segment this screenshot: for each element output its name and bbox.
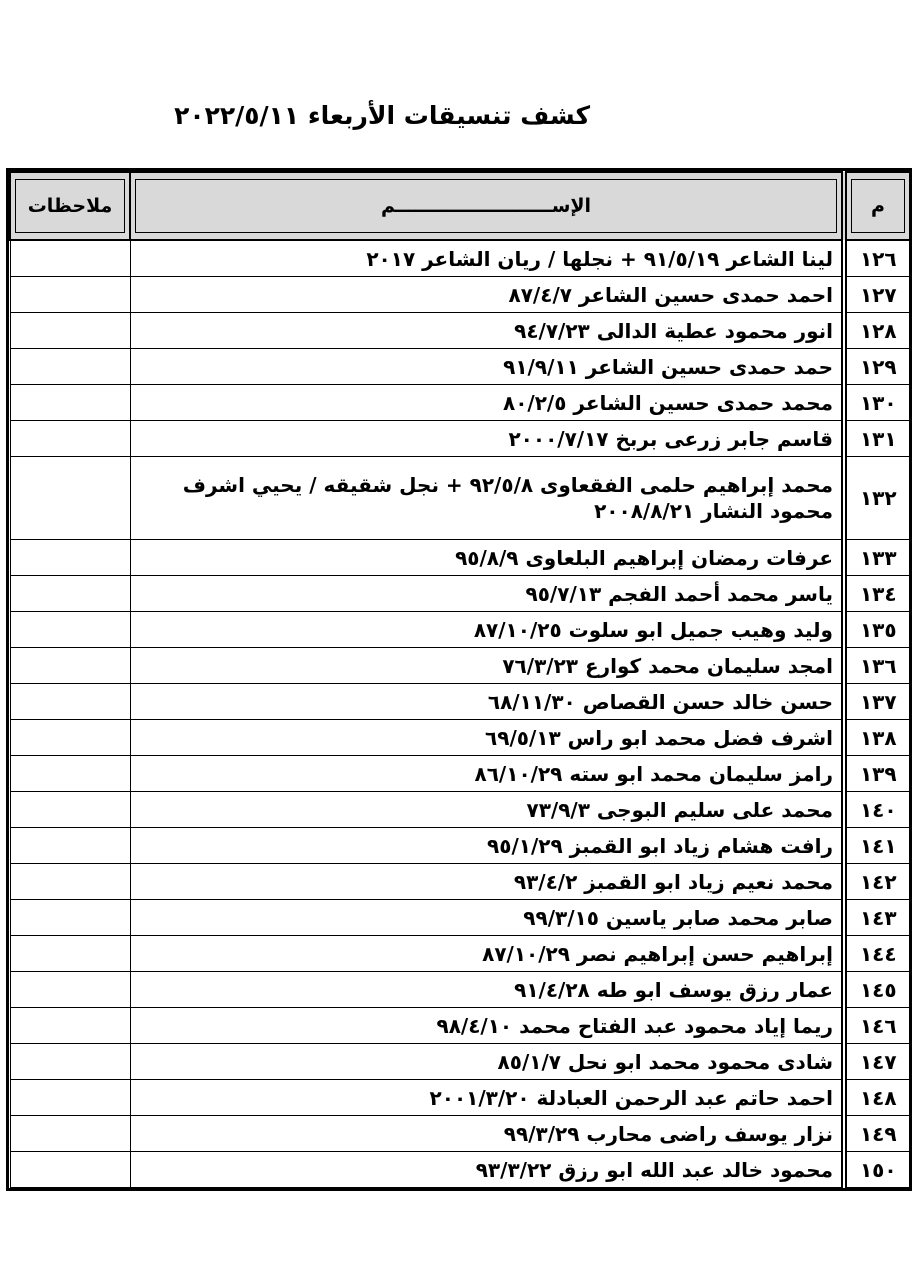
- table-row: [10, 864, 910, 900]
- table-row: [10, 421, 910, 457]
- row-notes: [10, 1152, 130, 1188]
- row-number: ١٣٩: [844, 756, 910, 792]
- row-notes: [10, 385, 130, 421]
- table-row: [10, 828, 910, 864]
- row-name: محمد حمدى حسين الشاعر ٨٠/٢/٥: [130, 385, 844, 421]
- row-number: ١٤٧: [844, 1044, 910, 1080]
- row-name: إبراهيم حسن إبراهيم نصر ٨٧/١٠/٢٩: [130, 936, 844, 972]
- table-body: [10, 240, 910, 1188]
- row-number: ١٢٧: [844, 277, 910, 313]
- row-number: ١٤٨: [844, 1080, 910, 1116]
- row-number: ١٢٩: [844, 349, 910, 385]
- row-number: ١٣٦: [844, 648, 910, 684]
- row-name: انور محمود عطية الدالى ٩٤/٧/٢٣: [130, 313, 844, 349]
- names-sheet: [6, 168, 912, 1191]
- row-notes: [10, 240, 130, 277]
- row-number: ١٣٤: [844, 576, 910, 612]
- row-notes: [10, 421, 130, 457]
- row-notes: [10, 540, 130, 576]
- row-notes: [10, 756, 130, 792]
- row-name: محمد نعيم زياد ابو القمبز ٩٣/٤/٢: [130, 864, 844, 900]
- row-name: حمد حمدى حسين الشاعر ٩١/٩/١١: [130, 349, 844, 385]
- row-name: عرفات رمضان إبراهيم البلعاوى ٩٥/٨/٩: [130, 540, 844, 576]
- table-row: [10, 349, 910, 385]
- row-number: ١٤٣: [844, 900, 910, 936]
- row-notes: [10, 1116, 130, 1152]
- row-number: ١٤١: [844, 828, 910, 864]
- row-name: محمد على سليم البوجى ٧٣/٩/٣: [130, 792, 844, 828]
- row-name: قاسم جابر زرعى بربخ ٢٠٠٠/٧/١٧: [130, 421, 844, 457]
- row-notes: [10, 828, 130, 864]
- row-notes: [10, 576, 130, 612]
- row-name: لينا الشاعر ٩١/٥/١٩ + نجلها / ريان الشاعر ٢٠١٧: [130, 240, 844, 277]
- row-number: ١٣٣: [844, 540, 910, 576]
- row-name: رافت هشام زياد ابو القمبز ٩٥/١/٢٩: [130, 828, 844, 864]
- names-table: [9, 171, 911, 1188]
- row-number: ١٤٢: [844, 864, 910, 900]
- table-row: [10, 720, 910, 756]
- header-row: [10, 172, 910, 240]
- row-notes: [10, 457, 130, 540]
- row-name: احمد حاتم عبد الرحمن العبادلة ٢٠٠١/٣/٢٠: [130, 1080, 844, 1116]
- row-name: صابر محمد صابر ياسين ٩٩/٣/١٥: [130, 900, 844, 936]
- table-row: [10, 1008, 910, 1044]
- table-row: [10, 240, 910, 277]
- row-notes: [10, 313, 130, 349]
- row-notes: [10, 864, 130, 900]
- row-number: ١٤٠: [844, 792, 910, 828]
- column-header-name: الإســــــــــــــــــــــــم: [130, 172, 844, 240]
- row-notes: [10, 720, 130, 756]
- table-row: [10, 900, 910, 936]
- table-row: [10, 756, 910, 792]
- row-name: امجد سليمان محمد كوارع ٧٦/٣/٢٣: [130, 648, 844, 684]
- row-notes: [10, 612, 130, 648]
- row-number: ١٣٧: [844, 684, 910, 720]
- page-title: كشف تنسيقات الأربعاء ٢٠٢٢/٥/١١: [174, 101, 590, 130]
- table-row: [10, 385, 910, 421]
- table-row: [10, 576, 910, 612]
- row-name: وليد وهيب جميل ابو سلوت ٨٧/١٠/٢٥: [130, 612, 844, 648]
- table-row: [10, 1044, 910, 1080]
- row-number: ١٢٨: [844, 313, 910, 349]
- row-name: نزار يوسف راضى محارب ٩٩/٣/٢٩: [130, 1116, 844, 1152]
- row-notes: [10, 1008, 130, 1044]
- row-name: ريما إياد محمود عبد الفتاح محمد ٩٨/٤/١٠: [130, 1008, 844, 1044]
- row-name: شادى محمود محمد ابو نحل ٨٥/١/٧: [130, 1044, 844, 1080]
- row-number: ١٤٩: [844, 1116, 910, 1152]
- table-row: [10, 1152, 910, 1188]
- row-notes: [10, 684, 130, 720]
- row-name: حسن خالد حسن القصاص ٦٨/١١/٣٠: [130, 684, 844, 720]
- row-notes: [10, 277, 130, 313]
- column-header-notes: ملاحظات: [10, 172, 130, 240]
- row-number: ١٣٢: [844, 457, 910, 540]
- row-notes: [10, 1044, 130, 1080]
- row-name: ياسر محمد أحمد الفجم ٩٥/٧/١٣: [130, 576, 844, 612]
- table-row: [10, 936, 910, 972]
- row-name: اشرف فضل محمد ابو راس ٦٩/٥/١٣: [130, 720, 844, 756]
- table-row: [10, 684, 910, 720]
- row-number: ١٣١: [844, 421, 910, 457]
- row-number: ١٢٦: [844, 240, 910, 277]
- row-notes: [10, 972, 130, 1008]
- row-notes: [10, 349, 130, 385]
- row-number: ١٣٠: [844, 385, 910, 421]
- table-row: [10, 540, 910, 576]
- row-number: ١٤٦: [844, 1008, 910, 1044]
- row-notes: [10, 792, 130, 828]
- row-name: محمود خالد عبد الله ابو رزق ٩٣/٣/٢٢: [130, 1152, 844, 1188]
- row-number: ١٣٥: [844, 612, 910, 648]
- table-row: [10, 972, 910, 1008]
- row-number: ١٣٨: [844, 720, 910, 756]
- row-name: رامز سليمان محمد ابو سته ٨٦/١٠/٢٩: [130, 756, 844, 792]
- table-row: [10, 648, 910, 684]
- row-notes: [10, 648, 130, 684]
- row-notes: [10, 936, 130, 972]
- row-name: احمد حمدى حسين الشاعر ٨٧/٤/٧: [130, 277, 844, 313]
- row-number: ١٤٤: [844, 936, 910, 972]
- column-header-number: م: [844, 172, 910, 240]
- row-notes: [10, 1080, 130, 1116]
- row-notes: [10, 900, 130, 936]
- table-row: [10, 313, 910, 349]
- row-number: ١٥٠: [844, 1152, 910, 1188]
- table-row: [10, 792, 910, 828]
- table-row: [10, 1080, 910, 1116]
- table-row: [10, 612, 910, 648]
- table-row: [10, 277, 910, 313]
- row-name: محمد إبراهيم حلمى الفقعاوى ٩٢/٥/٨ + نجل شقيقه / يحيي اشرف محمود النشار ٢٠٠٨/٨/٢١: [130, 457, 844, 540]
- table-row: [10, 457, 910, 540]
- table-row: [10, 1116, 910, 1152]
- row-number: ١٤٥: [844, 972, 910, 1008]
- row-name: عمار رزق يوسف ابو طه ٩١/٤/٢٨: [130, 972, 844, 1008]
